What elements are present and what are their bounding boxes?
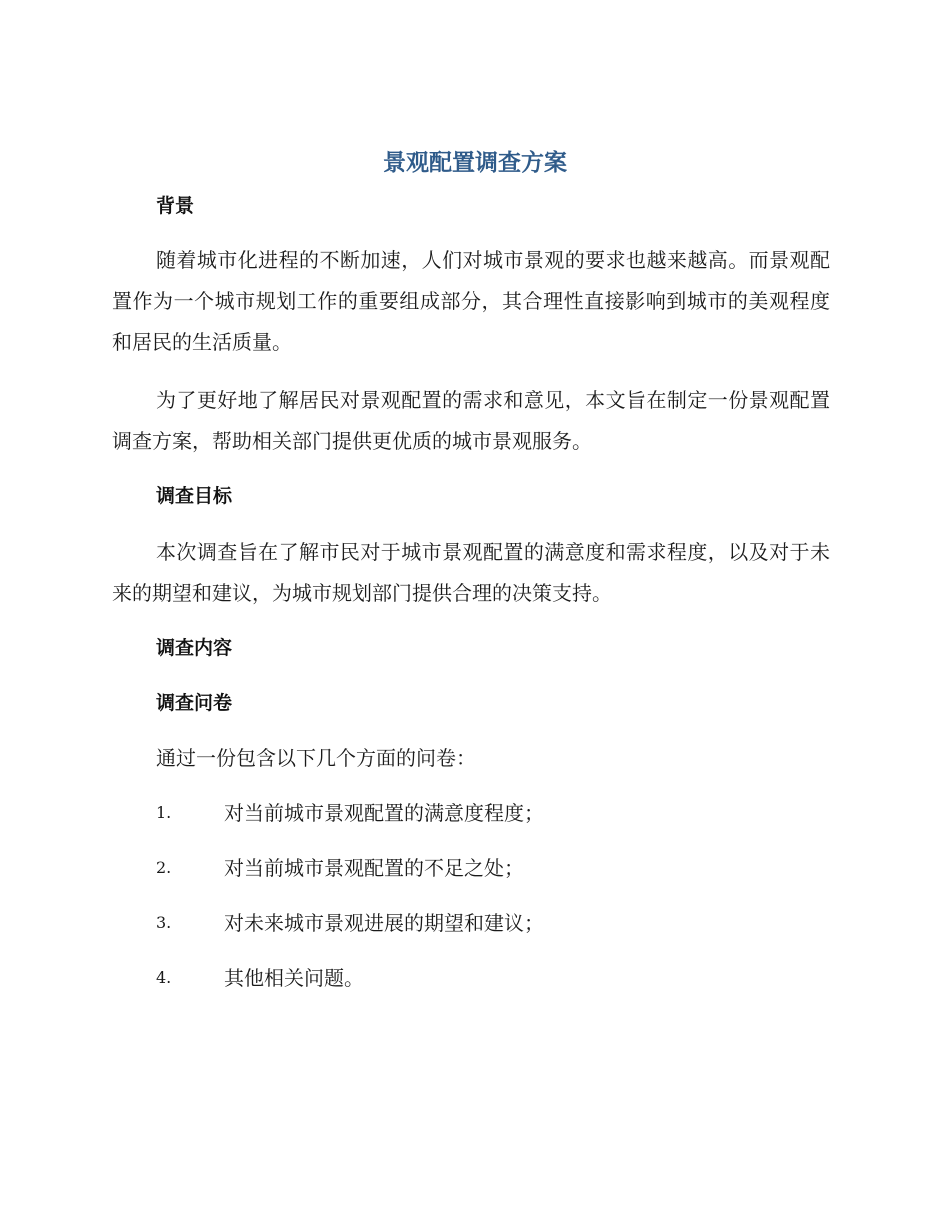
heading-content: 调查内容 <box>156 637 233 659</box>
goal-paragraph: 本次调查旨在了解市民对于城市景观配置的满意度和需求程度，以及对于未来的期望和建议，为城市规划部门提供合理的决策支持。 <box>112 540 830 605</box>
document-title: 景观配置调查方案 <box>383 150 567 176</box>
questionnaire-intro: 通过一份包含以下几个方面的问卷： <box>156 746 476 770</box>
list-item-text: 其他相关问题。 <box>224 966 364 990</box>
heading-questionnaire: 调查问卷 <box>156 692 233 714</box>
list-item-text: 对当前城市景观配置的不足之处； <box>224 856 524 880</box>
list-item-number: 2. <box>156 858 172 877</box>
list-item <box>156 798 836 828</box>
list-item-number: 3. <box>156 913 172 932</box>
heading-background: 背景 <box>156 195 195 217</box>
list-item <box>156 853 836 883</box>
list-item-text: 对当前城市景观配置的满意度程度； <box>224 801 544 825</box>
list-item <box>156 963 836 993</box>
background-paragraph-2: 为了更好地了解居民对景观配置的需求和意见，本文旨在制定一份景观配置调查方案，帮助相关部门提供更优质的城市景观服务。 <box>112 388 830 453</box>
list-item <box>156 908 836 938</box>
list-item-number: 4. <box>156 968 172 987</box>
list-item-text: 对未来城市景观进展的期望和建议； <box>224 911 544 935</box>
heading-goal: 调查目标 <box>156 485 233 507</box>
background-paragraph-1: 随着城市化进程的不断加速，人们对城市景观的要求也越来越高。而景观配置作为一个城市规划工作的重要组成部分，其合理性直接影响到城市的美观程度和居民的生活质量。 <box>112 248 830 354</box>
list-item-number: 1. <box>156 803 172 822</box>
